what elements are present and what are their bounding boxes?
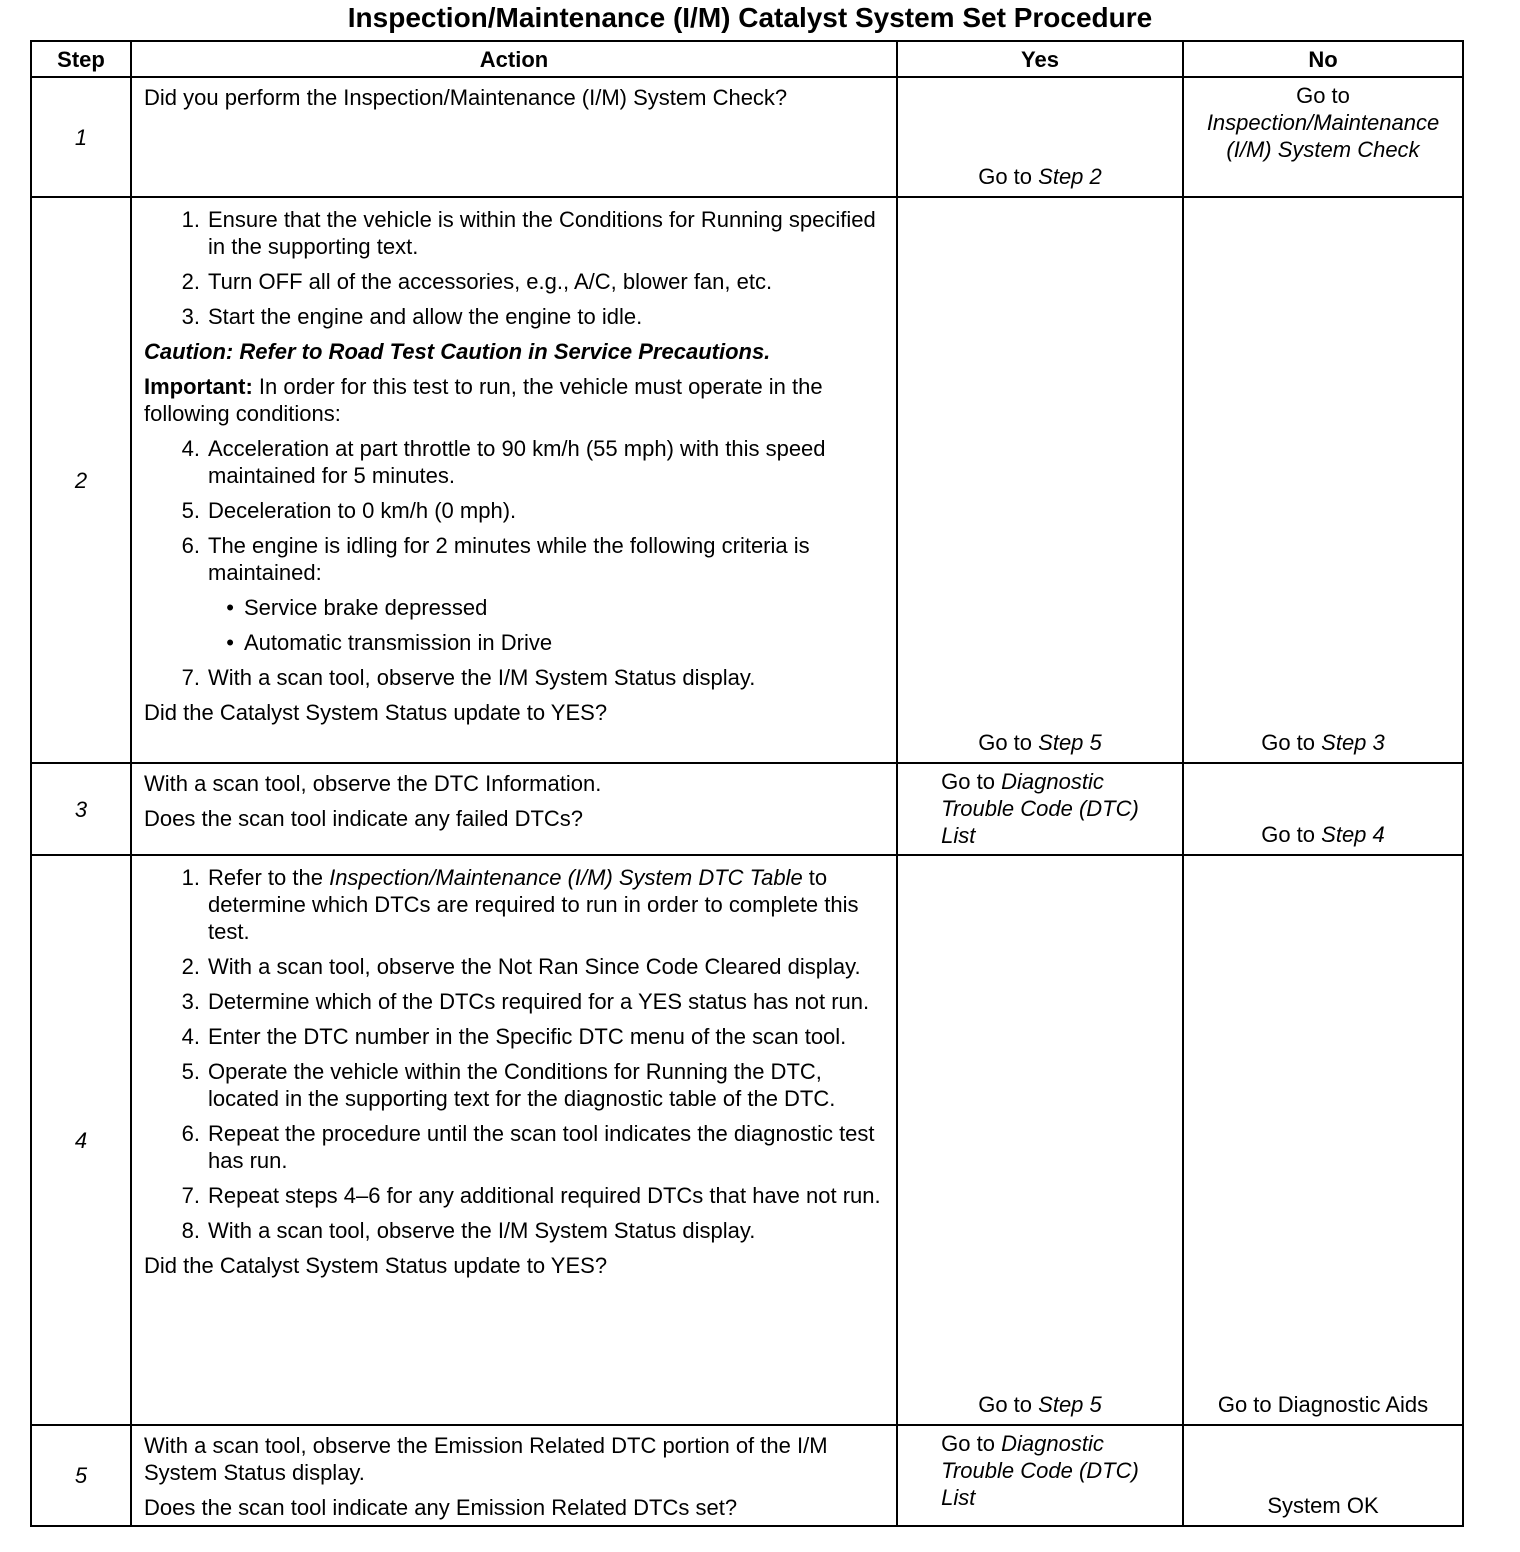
dtc-table-link[interactable]: Inspection/Maintenance (I/M) System DTC Table [329,865,803,890]
table-row-step-5 [31,1425,1463,1526]
header-row [31,41,1463,77]
no-link-im-system-check[interactable] [1184,109,1462,163]
bullet-item: • Service brake depressed [144,594,884,621]
table-row-step-3 [31,763,1463,855]
yes-prefix: Go to [978,164,1033,189]
no-link-diagnostic-aids[interactable]: Go to Diagnostic Aids [1217,1392,1429,1417]
list-item: 3. Start the engine and allow the engine to idle. [181,304,643,329]
yes-cell [897,763,1183,855]
bullet-icon: • [226,630,234,655]
step-number: 2 [31,197,131,763]
page-title: Inspection/Maintenance (I/M) Catalyst System Set Procedure [347,2,1153,33]
list-item: 8. With a scan tool, observe the I/M System Status display. [181,1218,756,1243]
action-question: Did the Catalyst System Status update to YES? [144,1253,608,1278]
no-prefix: Go to [1261,730,1316,755]
yes-cell [897,77,1183,197]
action-question: Does the scan tool indicate any failed DTCs? [144,806,584,831]
header-yes: Yes [897,41,1183,77]
yes-cell [897,855,1183,1425]
list-item: 3. Determine which of the DTCs required for a YES status has not run. [181,989,870,1014]
action-cell [131,855,897,1425]
no-cell [1183,1425,1463,1526]
no-cell [1183,855,1463,1425]
yes-link-step-5[interactable]: Step 5 [1038,1392,1102,1417]
action-cell [131,77,897,197]
no-prefix: Go to [1296,83,1350,108]
no-cell [1183,197,1463,763]
yes-link-dtc-list[interactable]: Go to Diagnostic Trouble Code (DTC) List [941,769,1139,848]
yes-prefix: Go to [978,730,1033,755]
list-item: 4. Acceleration at part throttle to 90 km/h (55 mph) with this speed maintained for 5 minutes. [181,436,826,488]
list-item: 7. With a scan tool, observe the I/M System Status display. [181,665,756,690]
action-question: Did you perform the Inspection/Maintenance (I/M) System Check? [144,85,788,110]
caution-note: Caution: Refer to Road Test Caution in Service Precautions. [144,339,771,364]
procedure-table [30,40,1464,1527]
no-link-step-3[interactable]: Step 3 [1321,730,1385,755]
list-item: 7. Repeat steps 4–6 for any additional required DTCs that have not run. [181,1183,881,1208]
yes-link-step-5[interactable]: Step 5 [1038,730,1102,755]
no-cell [1183,77,1463,197]
yes-cell [897,1425,1183,1526]
list-item: 1. Ensure that the vehicle is within the Conditions for Running specified in the supporting text. [181,207,876,259]
list-item: 4. Enter the DTC number in the Specific DTC menu of the scan tool. [181,1024,847,1049]
action-text: With a scan tool, observe the DTC Information. [144,771,602,796]
yes-link-dtc-list[interactable]: Go to Diagnostic Trouble Code (DTC) List [941,1431,1139,1510]
list-item: 5. Deceleration to 0 km/h (0 mph). [181,498,517,523]
list-item: 6. The engine is idling for 2 minutes while the following criteria is maintained: [181,533,810,585]
no-link-line[interactable]: (I/M) System Check [1226,137,1420,162]
header-no: No [1183,41,1463,77]
no-cell [1183,763,1463,855]
header-step: Step [31,41,131,77]
table-row-step-4 [31,855,1463,1425]
list-item: 2. With a scan tool, observe the Not Ran Since Code Cleared display. [181,954,861,979]
list-item: 2. Turn OFF all of the accessories, e.g., A/C, blower fan, etc. [181,269,773,294]
step-number: 4 [31,855,131,1425]
yes-cell [897,197,1183,763]
action-cell [131,763,897,855]
action-text: With a scan tool, observe the Emission Related DTC portion of the I/M System Status display. [144,1433,828,1485]
list-item: 5. Operate the vehicle within the Conditions for Running the DTC, located in the supporting text for the diagnostic table of the DTC. [181,1059,836,1111]
action-cell [131,1425,897,1526]
no-prefix: Go to [1261,822,1316,847]
action-question: Did the Catalyst System Status update to YES? [144,700,608,725]
bullet-icon: • [226,595,234,620]
header-action: Action [131,41,897,77]
step-number: 5 [31,1425,131,1526]
yes-prefix: Go to [978,1392,1033,1417]
step-number: 1 [31,77,131,197]
list-item: 1. Refer to the Inspection/Maintenance (I/M) System DTC Table to determine which DTCs are required to run in order to complete this test. [181,865,859,944]
no-result-system-ok: System OK [1267,1493,1379,1518]
action-cell [131,197,897,763]
bullet-item: • Automatic transmission in Drive [144,629,884,656]
important-note: Important: In order for this test to run, the vehicle must operate in the following conditions: [144,374,823,426]
step-number: 3 [31,763,131,855]
action-question: Does the scan tool indicate any Emission Related DTCs set? [144,1495,738,1520]
yes-link-step-2[interactable]: Step 2 [1038,164,1102,189]
table-row-step-2 [31,197,1463,763]
list-item: 6. Repeat the procedure until the scan tool indicates the diagnostic test has run. [181,1121,875,1173]
no-link-step-4[interactable]: Step 4 [1321,822,1385,847]
no-link-line[interactable]: Inspection/Maintenance [1206,110,1440,135]
table-row-step-1 [31,77,1463,197]
